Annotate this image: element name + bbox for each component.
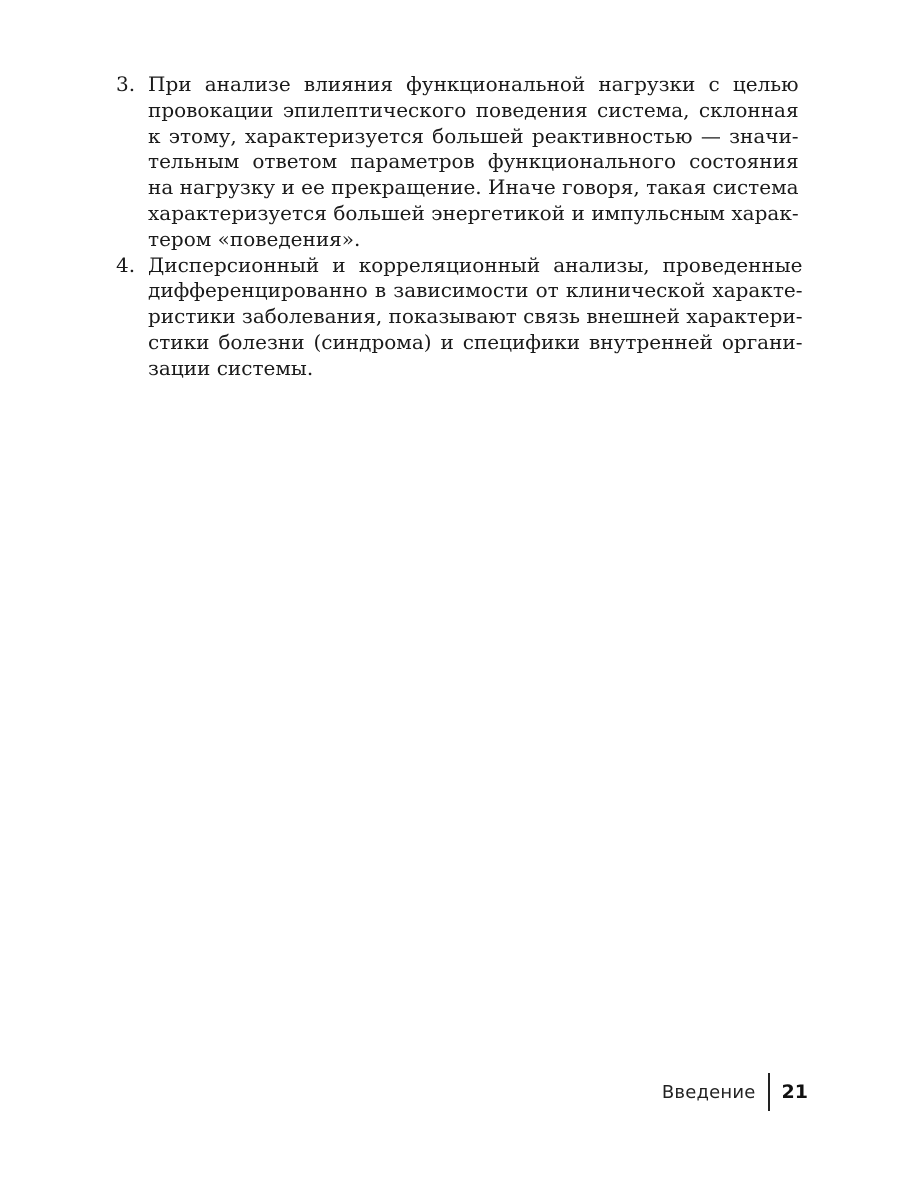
numbered-list (116, 72, 803, 382)
page-footer (662, 1072, 808, 1112)
text-line: ристики заболевания, показывают связь внешней характери- (148, 304, 803, 329)
list-item (116, 72, 799, 253)
text-line: на нагрузку и ее прекращение. Иначе говоря, такая система (148, 175, 799, 200)
text-line: характеризуется большей энергетикой и импульсным харак- (148, 200, 799, 225)
text-line: При анализе влияния функциональной нагрузки с целью (148, 72, 799, 96)
text-line: стики болезни (синдрома) и специфики внутренней органи- (148, 329, 803, 354)
text-line: дифференцированно в зависимости от клинической характе- (148, 278, 803, 303)
text-line: к этому, характеризуется большей реактивностью — значи- (148, 123, 799, 148)
list-item-text (148, 253, 803, 382)
list-item-number: 4. (116, 252, 136, 277)
text-line: провокации эпилептического поведения система, склонная (148, 97, 799, 122)
section-title: Введение (661, 1081, 756, 1103)
page-number: 21 (781, 1081, 808, 1103)
text-line: Дисперсионный и корреляционный анализы, проведенные (148, 252, 803, 277)
list-item-text (148, 72, 799, 253)
text-line: тельным ответом параметров функционального состояния (148, 149, 799, 174)
list-item (116, 252, 803, 382)
footer-divider (768, 1073, 770, 1111)
list-item-number: 3. (116, 72, 136, 96)
text-line: тером «поведения». (148, 226, 361, 251)
text-line: зации системы. (148, 355, 314, 380)
